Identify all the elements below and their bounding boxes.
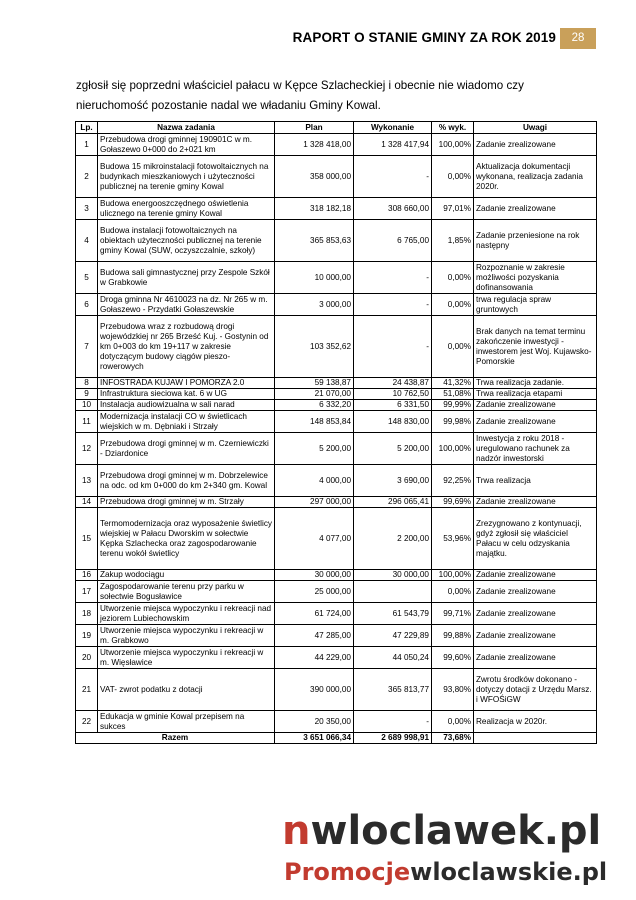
cell-pct: 51,08% bbox=[432, 389, 474, 400]
cell-lp: 22 bbox=[76, 711, 98, 733]
cell-plan: 20 350,00 bbox=[275, 711, 354, 733]
page-number: 28 bbox=[560, 28, 596, 49]
report-title: RAPORT O STANIE GMINY ZA ROK 2019 bbox=[292, 30, 556, 45]
cell-notes: Zadanie zrealizowane bbox=[474, 581, 597, 603]
cell-notes: Zadanie przeniesione na rok następny bbox=[474, 220, 597, 262]
watermark-part: Promocje bbox=[284, 858, 411, 886]
investment-table bbox=[75, 121, 597, 744]
cell-exec: 6 331,50 bbox=[354, 400, 432, 411]
cell-lp: 13 bbox=[76, 465, 98, 497]
cell-exec: - bbox=[354, 316, 432, 378]
cell-pct: 99,71% bbox=[432, 603, 474, 625]
cell-lp: 10 bbox=[76, 400, 98, 411]
cell-exec: 1 328 417,94 bbox=[354, 134, 432, 156]
cell-plan: 59 138,87 bbox=[275, 378, 354, 389]
table-row bbox=[76, 508, 597, 570]
cell-name: Utworzenie miejsca wypoczynku i rekreacji w m. Więsławice bbox=[98, 647, 275, 669]
cell-plan: 44 229,00 bbox=[275, 647, 354, 669]
table-row bbox=[76, 378, 597, 389]
cell-notes: Zadanie zrealizowane bbox=[474, 603, 597, 625]
cell-name: Przebudowa drogi gminnej 190901C w m. Gołaszewo 0+000 do 2+021 km bbox=[98, 134, 275, 156]
intro-paragraph: zgłosił się poprzedni właściciel pałacu w Kępce Szlacheckiej i obecnie nie wiadomo czy nieruchomość pozostanie nadal we władaniu Gminy Kowal. bbox=[76, 79, 524, 112]
cell-pct: 93,80% bbox=[432, 669, 474, 711]
cell-plan: 61 724,00 bbox=[275, 603, 354, 625]
table-row bbox=[76, 220, 597, 262]
cell-pct: 99,99% bbox=[432, 400, 474, 411]
cell-exec: 148 830,00 bbox=[354, 411, 432, 433]
cell-plan: 318 182,18 bbox=[275, 198, 354, 220]
cell-lp: 1 bbox=[76, 134, 98, 156]
cell-pct: 100,00% bbox=[432, 570, 474, 581]
cell-name: INFOSTRADA KUJAW I POMORZA 2.0 bbox=[98, 378, 275, 389]
cell-notes: Zadanie zrealizowane bbox=[474, 411, 597, 433]
cell-notes: Zadanie zrealizowane bbox=[474, 400, 597, 411]
cell-pct: 100,00% bbox=[432, 134, 474, 156]
table-row bbox=[76, 262, 597, 294]
cell-exec: 2 200,00 bbox=[354, 508, 432, 570]
cell-exec: - bbox=[354, 294, 432, 316]
cell-lp: 2 bbox=[76, 156, 98, 198]
cell-exec: 24 438,87 bbox=[354, 378, 432, 389]
cell-pct: 92,25% bbox=[432, 465, 474, 497]
cell-plan: 5 200,00 bbox=[275, 433, 354, 465]
cell-plan: 148 853,84 bbox=[275, 411, 354, 433]
cell-notes: Inwestycja z roku 2018 - uregulowano rachunek za nadzór inwestorski bbox=[474, 433, 597, 465]
cell-plan: 103 352,62 bbox=[275, 316, 354, 378]
cell-exec: 10 762,50 bbox=[354, 389, 432, 400]
cell-notes: trwa regulacja spraw gruntowych bbox=[474, 294, 597, 316]
cell-lp: 11 bbox=[76, 411, 98, 433]
cell-pct: 0,00% bbox=[432, 316, 474, 378]
watermark-nwloclawek bbox=[282, 808, 601, 854]
cell-plan: 21 070,00 bbox=[275, 389, 354, 400]
cell-notes: Zadanie zrealizowane bbox=[474, 134, 597, 156]
cell-notes: Zwrotu środków dokonano - dotyczy dotacji z Urzędu Marsz. i WFOŚiGW bbox=[474, 669, 597, 711]
table-row bbox=[76, 400, 597, 411]
total-label: Razem bbox=[76, 733, 275, 744]
col-header-name: Nazwa zadania bbox=[98, 122, 275, 134]
cell-plan: 390 000,00 bbox=[275, 669, 354, 711]
cell-notes: Zrezygnowano z kontynuacji, gdyż zgłosił się właściciel Pałacu w celu odzyskania majątku. bbox=[474, 508, 597, 570]
watermark-promocje bbox=[284, 858, 607, 886]
total-pct: 73,68% bbox=[432, 733, 474, 744]
table-row bbox=[76, 294, 597, 316]
col-header-lp: Lp. bbox=[76, 122, 98, 134]
total-row bbox=[76, 733, 597, 744]
cell-lp: 8 bbox=[76, 378, 98, 389]
table-row bbox=[76, 570, 597, 581]
cell-lp: 4 bbox=[76, 220, 98, 262]
cell-notes: Brak danych na temat terminu zakończenie inwestycji - inwestorem jest Woj. Kujawsko-Pomorskie bbox=[474, 316, 597, 378]
cell-name: Przebudowa drogi gminnej w m. Dobrzelewice na odc. od km 0+000 do km 2+340 gm. Kowal bbox=[98, 465, 275, 497]
table-row bbox=[76, 603, 597, 625]
cell-name: Utworzenie miejsca wypoczynku i rekreacji w m. Grabkowo bbox=[98, 625, 275, 647]
table-row bbox=[76, 465, 597, 497]
cell-name: Zagospodarowanie terenu przy parku w sołectwie Bogusławice bbox=[98, 581, 275, 603]
cell-exec: 5 200,00 bbox=[354, 433, 432, 465]
cell-name: Przebudowa drogi gminnej w m. Strzały bbox=[98, 497, 275, 508]
cell-plan: 365 853,63 bbox=[275, 220, 354, 262]
col-header-plan: Plan bbox=[275, 122, 354, 134]
cell-plan: 4 000,00 bbox=[275, 465, 354, 497]
cell-notes: Zadanie zrealizowane bbox=[474, 198, 597, 220]
col-header-pct: % wyk. bbox=[432, 122, 474, 134]
cell-notes: Trwa realizacja zadanie. bbox=[474, 378, 597, 389]
cell-name: Budowa sali gimnastycznej przy Zespole Szkół w Grabkowie bbox=[98, 262, 275, 294]
table-row bbox=[76, 134, 597, 156]
cell-name: Budowa instalacji fotowoltaicznych na obiektach użyteczności publicznej na terenie gminy Kowal (SUW, oczyszczalnie, szkoły) bbox=[98, 220, 275, 262]
table-row bbox=[76, 433, 597, 465]
cell-lp: 17 bbox=[76, 581, 98, 603]
cell-name: Infrastruktura sieciowa kat. 6 w UG bbox=[98, 389, 275, 400]
cell-name: Droga gminna Nr 4610023 na dz. Nr 265 w m. Gołaszewo - Przydatki Gołaszewskie bbox=[98, 294, 275, 316]
table-header-row bbox=[76, 122, 597, 134]
cell-pct: 0,00% bbox=[432, 711, 474, 733]
cell-notes: Aktualizacja dokumentacji wykonana, realizacja zadania 2020r. bbox=[474, 156, 597, 198]
total-plan: 3 651 066,34 bbox=[275, 733, 354, 744]
cell-name: Budowa 15 mikroinstalacji fotowoltaicznych na budynkach mieszkaniowych i użyteczności publicznej na terenie gminy Kowal bbox=[98, 156, 275, 198]
col-header-notes: Uwagi bbox=[474, 122, 597, 134]
cell-notes: Rozpoznanie w zakresie możliwości pozyskania dofinansowania bbox=[474, 262, 597, 294]
cell-plan: 30 000,00 bbox=[275, 570, 354, 581]
cell-pct: 0,00% bbox=[432, 156, 474, 198]
cell-exec: 44 050,24 bbox=[354, 647, 432, 669]
cell-plan: 4 077,00 bbox=[275, 508, 354, 570]
cell-pct: 99,69% bbox=[432, 497, 474, 508]
cell-plan: 10 000,00 bbox=[275, 262, 354, 294]
table-row bbox=[76, 156, 597, 198]
cell-exec: 6 765,00 bbox=[354, 220, 432, 262]
cell-pct: 99,88% bbox=[432, 625, 474, 647]
cell-exec: 47 229,89 bbox=[354, 625, 432, 647]
total-notes bbox=[474, 733, 597, 744]
cell-lp: 20 bbox=[76, 647, 98, 669]
cell-lp: 19 bbox=[76, 625, 98, 647]
cell-notes: Zadanie zrealizowane bbox=[474, 647, 597, 669]
cell-name: Utworzenie miejsca wypoczynku i rekreacji nad jeziorem Lubiechowskim bbox=[98, 603, 275, 625]
cell-name: Termomodernizacja oraz wyposażenie świetlicy wiejskiej w Pałacu Dworskim w sołectwie Kępka Szlachecka oraz zagospodarowanie terenu wokół świetlicy bbox=[98, 508, 275, 570]
cell-plan: 297 000,00 bbox=[275, 497, 354, 508]
cell-lp: 18 bbox=[76, 603, 98, 625]
cell-pct: 0,00% bbox=[432, 262, 474, 294]
table-row bbox=[76, 316, 597, 378]
cell-name: Modernizacja instalacji CO w świetlicach wiejskich w m. Dębniaki i Strzały bbox=[98, 411, 275, 433]
cell-exec: 30 000,00 bbox=[354, 570, 432, 581]
cell-lp: 3 bbox=[76, 198, 98, 220]
cell-lp: 15 bbox=[76, 508, 98, 570]
cell-notes: Trwa realizacja etapami bbox=[474, 389, 597, 400]
cell-notes: Zadanie zrealizowane bbox=[474, 570, 597, 581]
cell-notes: Zadanie zrealizowane bbox=[474, 497, 597, 508]
watermark-part: n bbox=[282, 808, 311, 854]
cell-plan: 6 332,20 bbox=[275, 400, 354, 411]
cell-pct: 99,98% bbox=[432, 411, 474, 433]
cell-name: Budowa energooszczędnego oświetlenia ulicznego na terenie gminy Kowal bbox=[98, 198, 275, 220]
cell-pct: 97,01% bbox=[432, 198, 474, 220]
table-row bbox=[76, 411, 597, 433]
table-row bbox=[76, 647, 597, 669]
watermark-part: wloclawskie.pl bbox=[410, 858, 608, 886]
cell-exec: - bbox=[354, 156, 432, 198]
cell-pct: 53,96% bbox=[432, 508, 474, 570]
cell-exec: 61 543,79 bbox=[354, 603, 432, 625]
cell-lp: 12 bbox=[76, 433, 98, 465]
cell-plan: 358 000,00 bbox=[275, 156, 354, 198]
cell-plan: 47 285,00 bbox=[275, 625, 354, 647]
cell-exec: 296 065,41 bbox=[354, 497, 432, 508]
table-row bbox=[76, 669, 597, 711]
cell-lp: 14 bbox=[76, 497, 98, 508]
cell-name: Przebudowa wraz z rozbudową drogi wojewódzkiej nr 265 Brześć Kuj. - Gostynin od km 0+003 do km 19+117 w zakresie dotyczącym budowy ciągów pieszo-rowerowych bbox=[98, 316, 275, 378]
watermark-part: wloclawek.pl bbox=[310, 808, 602, 854]
col-header-exec: Wykonanie bbox=[354, 122, 432, 134]
table-row bbox=[76, 389, 597, 400]
cell-name: VAT- zwrot podatku z dotacji bbox=[98, 669, 275, 711]
cell-lp: 5 bbox=[76, 262, 98, 294]
cell-lp: 16 bbox=[76, 570, 98, 581]
cell-exec: 3 690,00 bbox=[354, 465, 432, 497]
cell-exec: - bbox=[354, 262, 432, 294]
cell-pct: 0,00% bbox=[432, 294, 474, 316]
cell-exec: 365 813,77 bbox=[354, 669, 432, 711]
cell-name: Zakup wodociągu bbox=[98, 570, 275, 581]
cell-lp: 7 bbox=[76, 316, 98, 378]
cell-notes: Trwa realizacja bbox=[474, 465, 597, 497]
cell-name: Edukacja w gminie Kowal przepisem na sukces bbox=[98, 711, 275, 733]
cell-pct: 1,85% bbox=[432, 220, 474, 262]
cell-plan: 25 000,00 bbox=[275, 581, 354, 603]
table-row bbox=[76, 497, 597, 508]
cell-pct: 100,00% bbox=[432, 433, 474, 465]
table-row bbox=[76, 711, 597, 733]
cell-pct: 0,00% bbox=[432, 581, 474, 603]
cell-notes: Realizacja w 2020r. bbox=[474, 711, 597, 733]
total-exec: 2 689 998,91 bbox=[354, 733, 432, 744]
cell-name: Przebudowa drogi gminnej w m. Czerniewiczki - Dziardonice bbox=[98, 433, 275, 465]
cell-lp: 9 bbox=[76, 389, 98, 400]
table-row bbox=[76, 198, 597, 220]
page-header bbox=[0, 28, 636, 50]
cell-pct: 41,32% bbox=[432, 378, 474, 389]
cell-exec: 308 660,00 bbox=[354, 198, 432, 220]
table-row bbox=[76, 625, 597, 647]
cell-exec bbox=[354, 581, 432, 603]
cell-plan: 3 000,00 bbox=[275, 294, 354, 316]
cell-name: Instalacja audiowizualna w sali narad bbox=[98, 400, 275, 411]
cell-exec: - bbox=[354, 711, 432, 733]
cell-lp: 6 bbox=[76, 294, 98, 316]
cell-plan: 1 328 418,00 bbox=[275, 134, 354, 156]
cell-lp: 21 bbox=[76, 669, 98, 711]
cell-pct: 99,60% bbox=[432, 647, 474, 669]
table-row bbox=[76, 581, 597, 603]
cell-notes: Zadanie zrealizowane bbox=[474, 625, 597, 647]
